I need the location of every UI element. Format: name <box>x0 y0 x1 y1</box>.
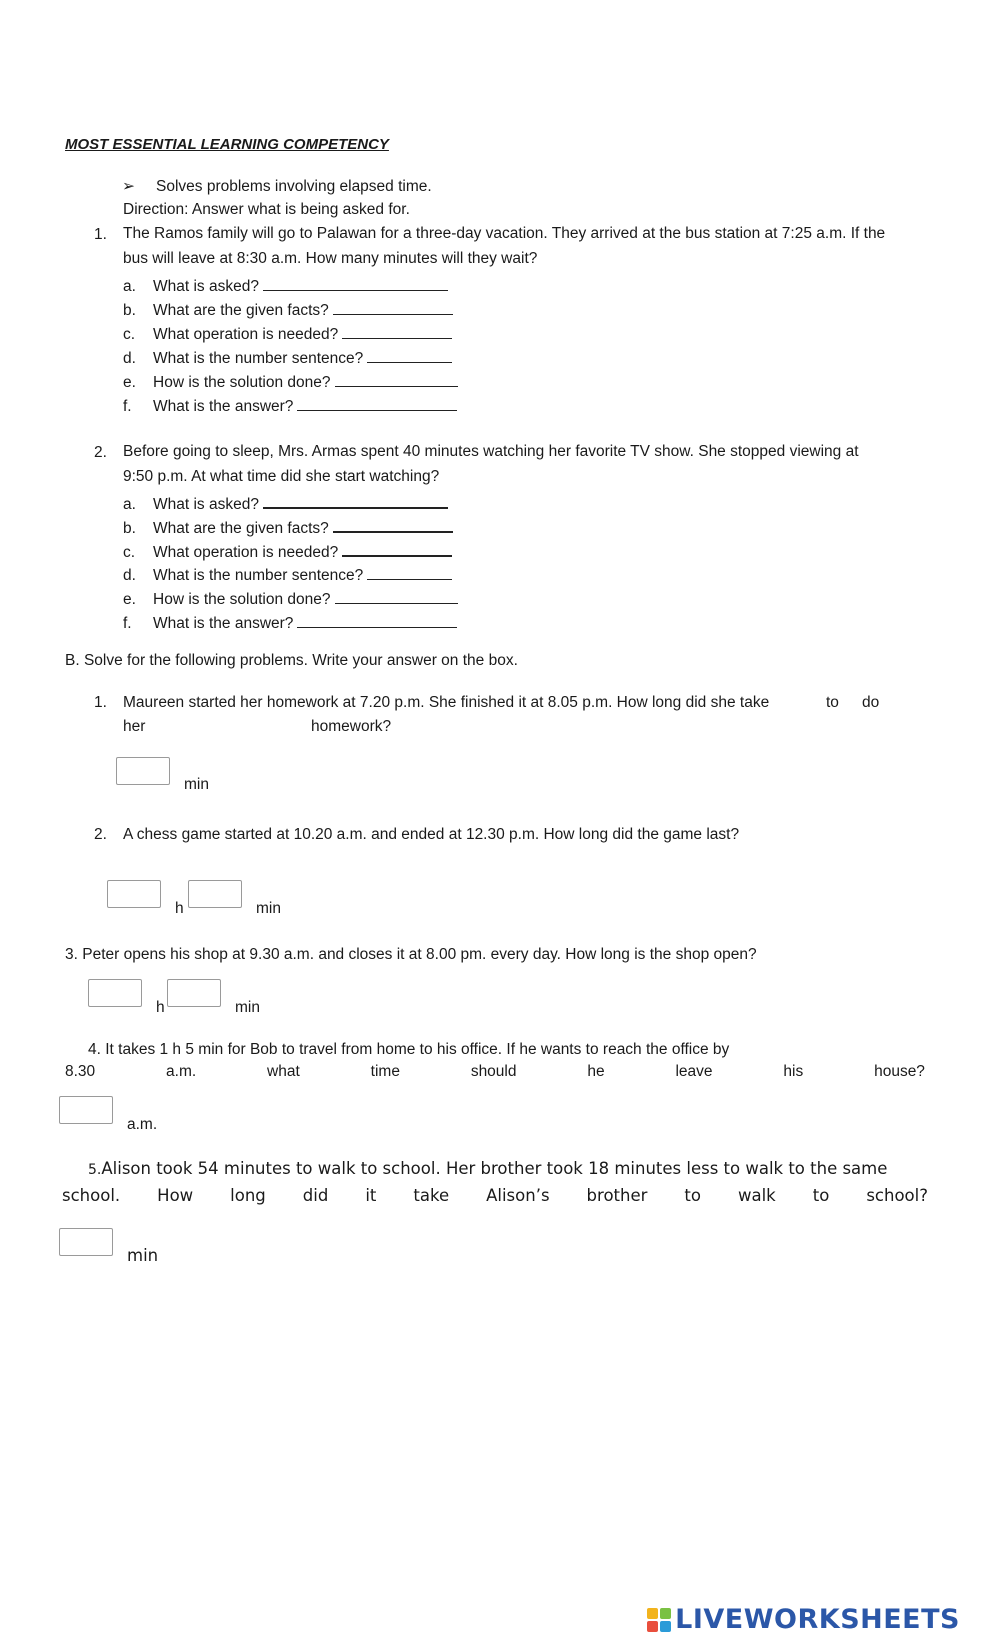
word: what <box>267 1063 300 1080</box>
problem-text-word: her <box>123 718 146 735</box>
part-b-title: B. Solve for the following problems. Write your answer on the box. <box>65 652 518 669</box>
answer-blank[interactable] <box>297 611 457 628</box>
problem-number: 5. <box>88 1162 102 1178</box>
logo-mark-icon <box>647 1608 671 1632</box>
word: school. <box>62 1186 121 1205</box>
word: brother <box>586 1186 648 1205</box>
answer-box-minutes[interactable] <box>188 880 242 908</box>
competency-text: Solves problems involving elapsed time. <box>156 178 432 195</box>
unit-label: h <box>156 999 165 1016</box>
problem-text-line: Before going to sleep, Mrs. Armas spent 40 minutes watching her favorite TV show. She stopped viewing at <box>123 443 859 460</box>
word: did <box>302 1186 329 1205</box>
problem-number: 2. <box>94 444 107 461</box>
word: 8.30 <box>65 1063 96 1080</box>
question-item: d. What is the number sentence? <box>123 346 452 368</box>
question-item: f. What is the answer? <box>123 394 457 416</box>
problem-text-line: 4. It takes 1 h 5 min for Bob to travel from home to his office. If he wants to reach the office by <box>88 1041 730 1058</box>
problem-text-line: 3. Peter opens his shop at 9.30 a.m. and closes it at 8.00 pm. every day. How long is the shop open? <box>65 946 757 963</box>
problem-number: 1. <box>94 226 107 243</box>
question-item: c. What operation is needed? <box>123 539 452 562</box>
answer-blank[interactable] <box>297 394 457 411</box>
competency-bullet <box>122 177 432 196</box>
word: to <box>812 1186 830 1205</box>
answer-box-hours[interactable] <box>88 979 142 1007</box>
word: long <box>230 1186 266 1205</box>
word: a.m. <box>166 1063 197 1080</box>
problem-text-line: Maureen started her homework at 7.20 p.m. She finished it at 8.05 p.m. How long did she take <box>123 694 770 711</box>
question-item: a. What is asked? <box>123 491 448 514</box>
question-item: b. What are the given facts? <box>123 515 453 538</box>
problem-text-word: to <box>826 694 839 711</box>
answer-blank[interactable] <box>367 563 452 580</box>
problem-text-word: do <box>862 694 880 711</box>
problem-number: 1. <box>94 694 107 711</box>
question-item: a. What is asked? <box>123 274 448 296</box>
question-item: f. What is the answer? <box>123 611 457 633</box>
problem-text-word: homework? <box>311 718 392 735</box>
word: school? <box>866 1186 928 1205</box>
problem-text-justified-line <box>65 1063 925 1081</box>
answer-blank[interactable] <box>333 515 453 533</box>
arrow-bullet-icon: ➢ <box>122 178 135 195</box>
word: walk <box>737 1186 776 1205</box>
answer-blank[interactable] <box>335 370 458 387</box>
answer-blank[interactable] <box>263 274 448 291</box>
question-item: e. How is the solution done? <box>123 587 458 609</box>
problem-text-line: The Ramos family will go to Palawan for a three-day vacation. They arrived at the bus station at 7:25 a.m. If the <box>123 225 886 242</box>
problem-text-line: 9:50 p.m. At what time did she start watching? <box>123 468 440 485</box>
question-item: b. What are the given facts? <box>123 298 453 320</box>
unit-label: min <box>127 1246 159 1265</box>
unit-label: min <box>184 776 209 793</box>
word: Alison’s <box>486 1186 550 1205</box>
answer-box-hours[interactable] <box>107 880 161 908</box>
word: leave <box>675 1063 713 1080</box>
problem-text-justified-line <box>62 1186 928 1205</box>
answer-box-minutes[interactable] <box>167 979 221 1007</box>
direction-text: Direction: Answer what is being asked for. <box>123 201 410 218</box>
unit-label: a.m. <box>127 1116 158 1133</box>
word: take <box>413 1186 450 1205</box>
word: How <box>157 1186 194 1205</box>
word: his <box>783 1063 804 1080</box>
question-item: d. What is the number sentence? <box>123 563 452 585</box>
answer-box-time[interactable] <box>59 1096 113 1124</box>
unit-label: min <box>256 900 281 917</box>
logo-text: LIVEWORKSHEETS <box>675 1604 960 1635</box>
word: should <box>470 1063 517 1080</box>
unit-label: min <box>235 999 260 1016</box>
answer-blank[interactable] <box>367 346 452 363</box>
problem-number: 2. <box>94 826 107 843</box>
answer-blank[interactable] <box>342 539 452 557</box>
answer-blank[interactable] <box>263 491 448 509</box>
problem-text <box>123 439 859 489</box>
problem-text-line: A chess game started at 10.20 a.m. and ended at 12.30 p.m. How long did the game last? <box>123 826 740 843</box>
word: to <box>684 1186 701 1205</box>
answer-blank[interactable] <box>342 322 452 339</box>
problem-text-line: 5.Alison took 54 minutes to walk to school. Her brother took 18 minutes less to walk to the same <box>88 1159 888 1178</box>
question-item: c. What operation is needed? <box>123 322 452 344</box>
liveworksheets-logo <box>647 1604 960 1635</box>
page-heading: MOST ESSENTIAL LEARNING COMPETENCY <box>65 136 389 153</box>
unit-label: h <box>175 900 184 917</box>
question-item: e. How is the solution done? <box>123 370 458 392</box>
answer-box-minutes[interactable] <box>59 1228 113 1256</box>
problem-text <box>123 221 885 271</box>
word: he <box>587 1063 605 1080</box>
answer-box-minutes[interactable] <box>116 757 170 785</box>
word: it <box>365 1186 377 1205</box>
answer-blank[interactable] <box>335 587 458 604</box>
word: house? <box>874 1063 925 1080</box>
answer-blank[interactable] <box>333 298 453 315</box>
word: time <box>370 1063 400 1080</box>
problem-text-line: bus will leave at 8:30 a.m. How many minutes will they wait? <box>123 250 538 267</box>
